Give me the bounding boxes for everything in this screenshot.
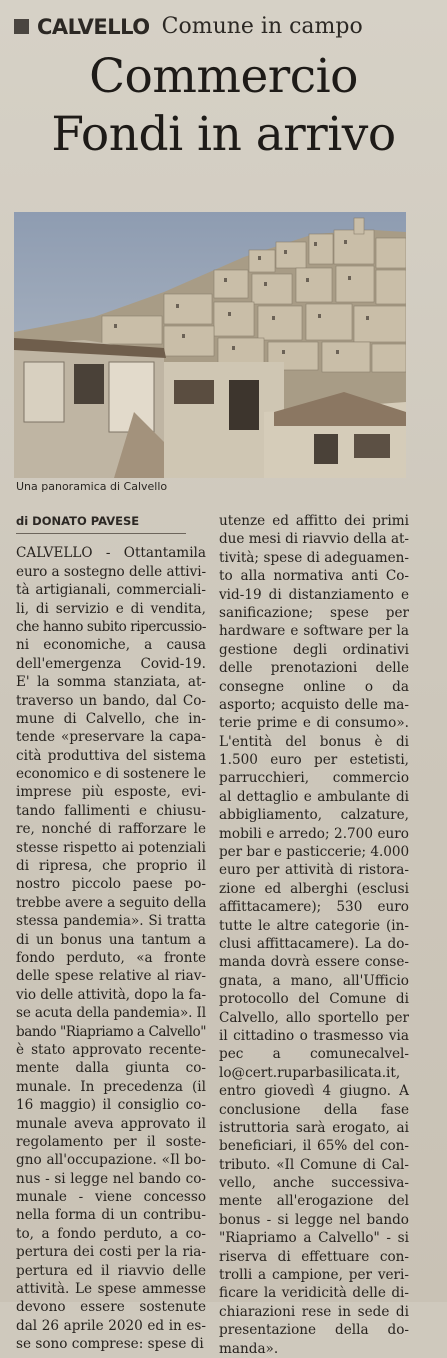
article-line: utenze ed affitto dei primi (219, 513, 409, 529)
article-line: ni economiche, a causa (16, 637, 206, 654)
article-line: istruttoria sarà erogato, ai (219, 1119, 409, 1136)
town-panorama-image (14, 212, 406, 478)
article-line: mobili e arredo; 2.700 euro (219, 825, 409, 842)
article-line: Calvello, allo sportello per (219, 1009, 409, 1026)
article-line: gestione degli ordinativi (219, 641, 409, 658)
article-column-right (219, 512, 409, 1358)
article-line: per bar e pasticcerie; 4.000 (219, 844, 410, 861)
right-column-text (219, 512, 409, 1358)
article-line: trolli a campione, per veri- (219, 1267, 409, 1284)
article-line: gnata, a mano, all'Ufficio (219, 972, 409, 989)
article-line: se acuta della pandemia». Il (16, 1005, 206, 1022)
article-line: conclusione della fase (219, 1101, 409, 1118)
headline-line-2: Fondi in arrivo (51, 107, 396, 162)
article-line: sanificazione; spese per (219, 604, 409, 621)
article-line: tività; spese di adeguamen- (219, 549, 409, 566)
kicker-square-icon (14, 19, 29, 34)
article-line: riserva di effettuare con- (219, 1248, 409, 1265)
left-column-text (16, 544, 206, 1353)
article-line: bonus - si legge nel bando (219, 1211, 409, 1228)
article-line: economico e di sostenere le (16, 766, 206, 783)
article-line: asporto; acquisto delle ma- (219, 696, 409, 713)
article-line: munale - viene concesso (16, 1189, 206, 1206)
article-line: nella forma di un contribu- (16, 1207, 206, 1224)
article-line: "Riapriamo a Calvello" - si (219, 1230, 409, 1247)
article-line: trebbe avere a seguito della (16, 894, 207, 911)
article-line: parrucchieri, commercio (219, 770, 409, 787)
article-line: chiarazioni rese in sede di (219, 1303, 409, 1320)
article-line: lo@cert.ruparbasilicata.it, (219, 1064, 401, 1081)
article-line: E' la somma stanziata, at- (16, 674, 206, 691)
article-line: vio delle attività, dopo la fa- (16, 986, 206, 1003)
article-line: tà artigianali, commerciali- (16, 582, 206, 599)
article-line: stesse rispetto ai potenziali (16, 839, 206, 856)
article-line: vello, anche successiva- (219, 1175, 409, 1192)
article-line: euro per attività di ristora- (219, 862, 409, 879)
article-line: dell'emergenza Covid-19. (16, 655, 206, 672)
article-column-left (16, 512, 206, 1354)
article-line: vid-19 di distanziamento e (219, 586, 409, 603)
article-line: 1.500 euro per estetisti, (219, 752, 409, 769)
article-line: stessa pandemia». Si tratta (16, 913, 206, 930)
article-line: delle prenotazioni delle (219, 660, 409, 677)
article-line: gno all'occupazione. «Il bo- (16, 1152, 206, 1169)
article-line: munale aveva approvato il (16, 1115, 206, 1132)
article-line: il cittadino o trasmesso via (219, 1027, 409, 1044)
article-line: abbigliamento, calzature, (219, 807, 409, 824)
article-line: to, a fondo perduto, a co- (16, 1225, 206, 1242)
article-line: ficare la veridicità delle di- (219, 1285, 409, 1302)
article-line: delle spese relative al riav- (16, 968, 206, 985)
headline-line-1: Commercio (89, 49, 358, 104)
article-line: tributo. «Il Comune di Cal- (219, 1156, 409, 1173)
article-line: fondo perduto, «a fronte (16, 950, 206, 966)
article-line: due mesi di riavvio della at- (219, 531, 409, 548)
article-line: munale. In precedenza (il (16, 1078, 206, 1095)
article-line: che hanno subito ripercussio- (16, 618, 206, 635)
article-line: se sono comprese: spese di (16, 1336, 204, 1353)
article-line: protocollo del Comune di (219, 991, 409, 1008)
article-line: affittacamere); 530 euro (219, 899, 409, 916)
article-line: pertura dei costi per la ria- (16, 1244, 206, 1261)
article-line: li, di servizio e di vendita, (16, 600, 206, 617)
article-line: mune di Calvello, che in- (16, 710, 206, 727)
article-line: to alla normativa anti Co- (219, 568, 409, 585)
article-line: manda dovrà essere conse- (219, 954, 409, 971)
article-line: devono essere sostenute (16, 1299, 206, 1316)
article-line: euro a sostegno delle attivi- (16, 563, 206, 580)
article-line: beneficiari, il 65% del con- (219, 1138, 409, 1155)
article-line: mente all'erogazione del (219, 1193, 409, 1210)
article-line: bando "Riapriamo a Calvello" (16, 1023, 206, 1040)
article-line: dal 26 aprile 2020 ed in es- (16, 1317, 206, 1334)
article-line: di un bonus una tantum a (16, 931, 206, 948)
article-line: 16 maggio) il consiglio co- (16, 1097, 206, 1114)
town-panorama-photo (14, 212, 406, 478)
article-line: presentazione della do- (219, 1322, 409, 1339)
article-line: nus - si legge nel bando co- (16, 1170, 206, 1187)
article-line: nostro piccolo paese po- (16, 876, 206, 893)
kicker-section: Comune in campo (161, 14, 363, 39)
article-line: hardware e software per la (219, 623, 409, 640)
article-line: clusi affittacamere). La do- (219, 935, 409, 952)
article-line: entro giovedì 4 giugno. A (219, 1083, 409, 1100)
headline (10, 48, 437, 164)
article-line: al dettaglio e ambulante di (219, 788, 409, 805)
article-line: L'entità del bonus è di (219, 733, 409, 750)
article-line: zione ed alberghi (esclusi (219, 880, 409, 897)
article-line: CALVELLO - Ottantamila (16, 545, 206, 562)
article-line: traverso un bando, dal Co- (16, 692, 206, 709)
byline: di DONATO PAVESE (16, 512, 186, 534)
article-line: di ripresa, che proprio il (16, 858, 206, 875)
article-line: tutte le altre categorie (in- (219, 917, 409, 934)
section-kicker (14, 14, 437, 39)
article-line: è stato approvato recente- (16, 1041, 206, 1058)
photo-caption: Una panoramica di Calvello (16, 480, 168, 493)
article-line: imprese più esposte, evi- (16, 784, 206, 801)
article-line: attività. Le spese ammesse (16, 1281, 206, 1298)
article-line: pec a comunecalvel- (219, 1046, 409, 1063)
article-line: tende «preservare la capa- (16, 729, 206, 746)
article-line: manda». (219, 1340, 279, 1357)
article-line: tando fallimenti e chiusu- (16, 802, 206, 819)
article-line: terie prime e di consumo». (219, 715, 409, 732)
article-line: consegne online o da (219, 678, 409, 695)
article-line: re, nonché di rafforzare le (16, 821, 206, 838)
article-line: cità produttiva del sistema (16, 747, 206, 764)
kicker-place: CALVELLO (37, 14, 150, 39)
article-line: regolamento per il soste- (16, 1133, 206, 1150)
article-line: mente dalla giunta co- (16, 1060, 206, 1077)
article-line: pertura ed il riavvio delle (16, 1262, 206, 1279)
